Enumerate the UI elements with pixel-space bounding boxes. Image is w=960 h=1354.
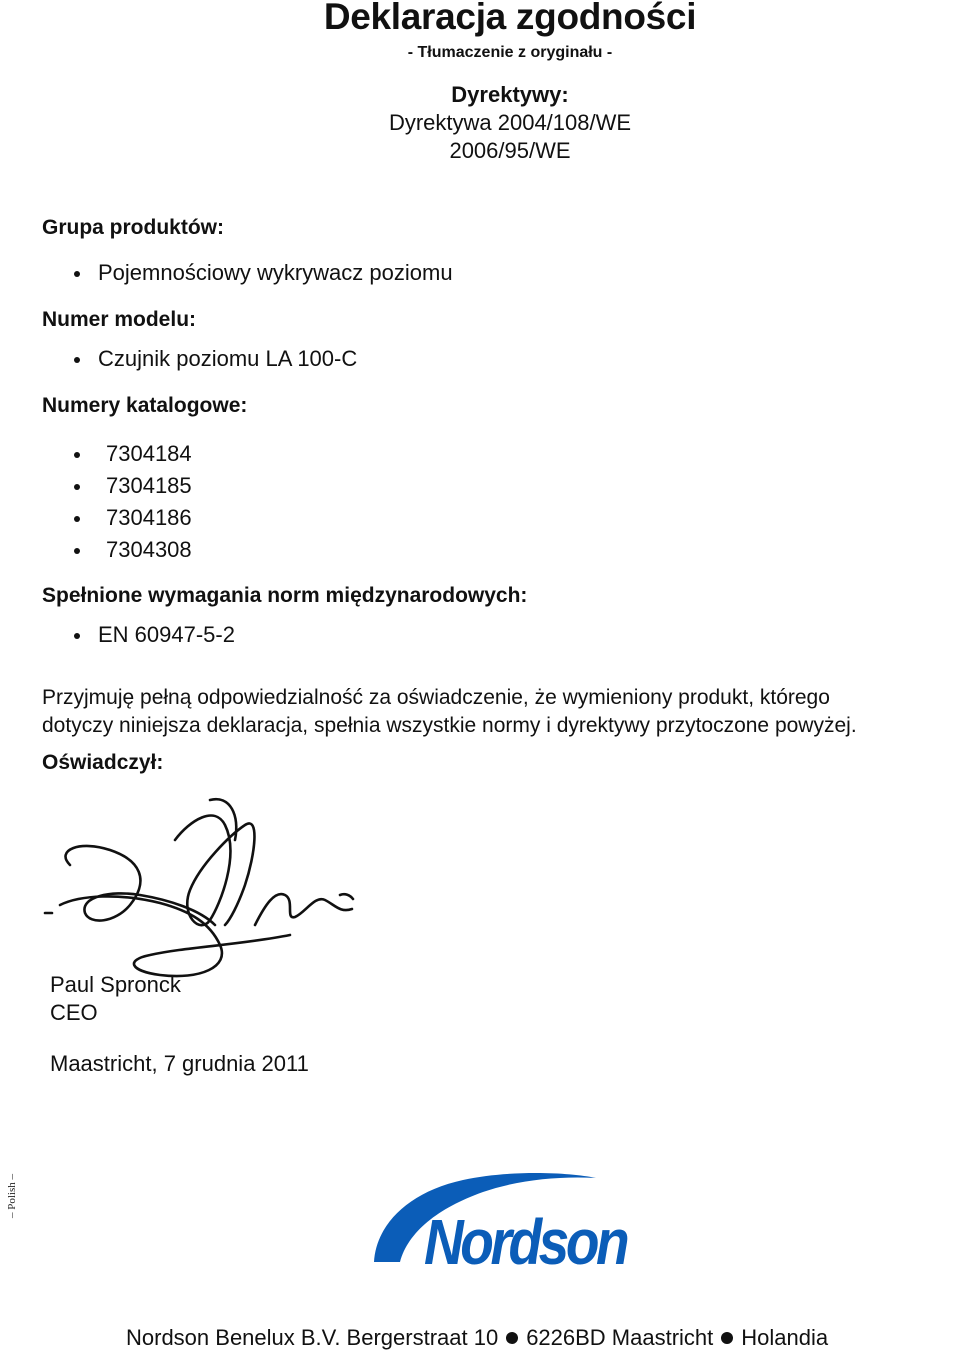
bullet-icon <box>506 1332 518 1344</box>
signer-name: Paul Spronck <box>50 972 181 997</box>
footer-country: Holandia <box>741 1325 829 1350</box>
list-item <box>106 537 192 563</box>
footer-company: Nordson Benelux B.V. Bergerstraat 10 <box>126 1325 499 1350</box>
statement-line: dotyczy niniejsza deklaracja, spełnia wszystkie normy i dyrektywy przytoczone powyżej. <box>42 714 857 737</box>
list-item-label: Czujnik poziomu LA 100-C <box>98 346 358 371</box>
list-item-label: 7304186 <box>106 505 192 530</box>
list-item-label: 7304185 <box>106 473 192 498</box>
language-label: – Polish – <box>6 1174 18 1219</box>
bullet-icon <box>74 271 80 277</box>
statement-line: Przyjmuję pełną odpowiedzialność za oświadczenie, że wymieniony produkt, którego <box>42 686 830 709</box>
bullet-icon <box>74 484 80 490</box>
bullet-icon <box>74 357 80 363</box>
bullet-icon <box>74 548 80 554</box>
list-item <box>106 505 192 531</box>
place-date: Maastricht, 7 grudnia 2011 <box>50 1051 309 1076</box>
directives-heading: Dyrektywy: <box>451 82 569 107</box>
list-item <box>106 473 192 499</box>
bullet-icon <box>721 1332 733 1344</box>
list-item-label: EN 60947-5-2 <box>98 622 235 647</box>
list-item <box>98 346 357 372</box>
signature <box>40 795 380 995</box>
list-item-label: 7304184 <box>106 441 192 466</box>
list-item-label: 7304308 <box>106 537 192 562</box>
bullet-icon <box>74 633 80 639</box>
model-number-heading: Numer modelu: <box>42 308 197 331</box>
catalog-numbers-heading: Numery katalogowe: <box>42 394 248 417</box>
document-title: Deklaracja zgodności <box>323 0 697 37</box>
standards-heading: Spełnione wymagania norm międzynarodowych: <box>42 584 528 607</box>
list-item <box>98 622 235 648</box>
signer-role: CEO <box>50 1000 98 1025</box>
bullet-icon <box>74 516 80 522</box>
footer-address <box>126 1325 828 1351</box>
footer-postal: 6226BD Maastricht <box>526 1325 714 1350</box>
bullet-icon <box>74 452 80 458</box>
list-item-label: Pojemnościowy wykrywacz poziomu <box>98 260 453 285</box>
declared-by-heading: Oświadczył: <box>42 751 164 774</box>
document-subtitle: - Tłumaczenie z oryginału - <box>407 44 613 61</box>
directive-item: Dyrektywa 2004/108/WE <box>388 110 632 135</box>
product-group-heading: Grupa produktów: <box>42 216 224 239</box>
list-item <box>106 441 192 467</box>
directive-item: 2006/95/WE <box>449 138 571 163</box>
logo-wordmark: Nordson <box>424 1206 627 1278</box>
list-item <box>98 260 453 286</box>
